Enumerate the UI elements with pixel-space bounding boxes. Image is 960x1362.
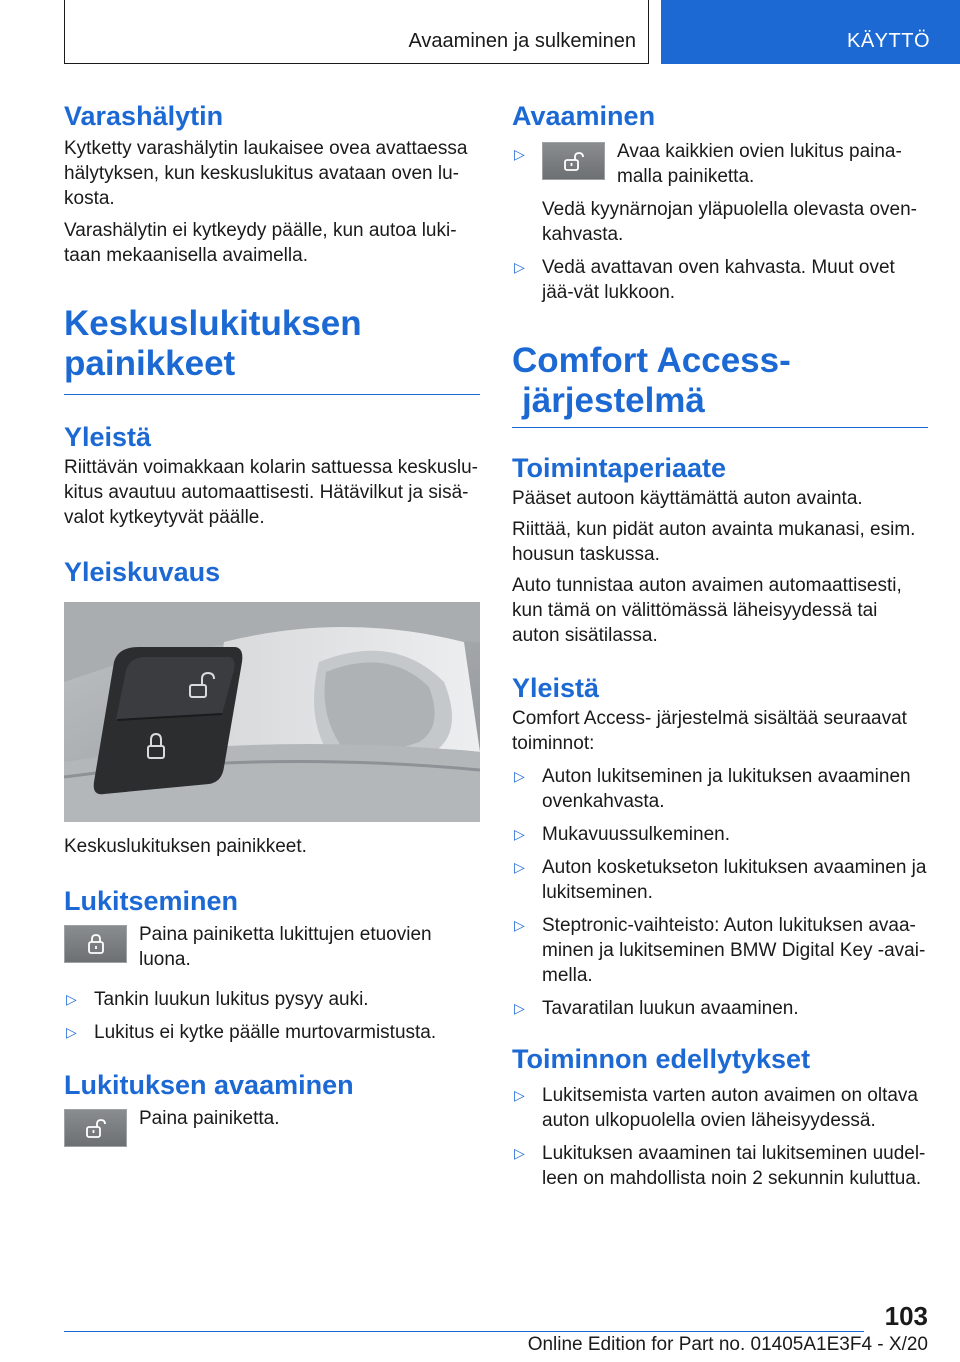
- opening-sub-text: Vedä kyynärnojan yläpuolella olevasta oven-kahvasta.: [542, 199, 917, 245]
- unlock-icon: [64, 1109, 127, 1147]
- unlock-button-row: [542, 142, 928, 189]
- comfort-general-text: Comfort Access- järjestelmä sisältää seuraavat toiminnot:: [512, 708, 907, 754]
- chapter-label: KÄYTTÖ: [846, 30, 930, 52]
- triangle-bullet-icon: ▷: [514, 826, 525, 842]
- photo-caption: Keskuslukituksen painikkeet.: [64, 836, 307, 857]
- triangle-bullet-icon: ▷: [514, 1087, 525, 1103]
- comfort-heading: Comfort Access- järjestelmä: [512, 341, 791, 420]
- lock-button-text: Paina painiketta lukittujen etuovien luona.: [139, 924, 432, 970]
- requirements-list: [512, 1083, 928, 1191]
- unlock-icon: [542, 142, 605, 180]
- page-number: 103: [884, 1301, 928, 1331]
- list-item: ▷ Vedä avattavan oven kahvasta. Muut ovet jää-vät lukkoon.: [514, 257, 895, 303]
- heading-rule: [512, 427, 928, 428]
- edition-text: Online Edition for Part no. 01405A1E3F4 - X/20: [527, 1334, 928, 1355]
- list-item: ▷ Auton lukitseminen ja lukituksen avaaminen ovenkahvasta.: [514, 766, 911, 812]
- list-item: ▷ Lukitsemista varten auton avaimen on oltava auton ulkopuolella ovien läheisyydessä.: [514, 1085, 918, 1131]
- alarm-heading: Varashälytin: [64, 101, 224, 131]
- principle-text-1: Pääset autoon käyttämättä auton avainta.: [512, 488, 863, 509]
- triangle-bullet-icon: ▷: [514, 917, 525, 933]
- list-item: ▷ Steptronic-vaihteisto: Auton lukituksen avaa-minen ja lukitseminen BMW Digital Key -avai-mella.: [514, 915, 926, 986]
- triangle-bullet-icon: ▷: [514, 146, 525, 162]
- list-item: ▷ Tavaratilan luukun avaaminen.: [514, 998, 799, 1019]
- list-item: [512, 142, 928, 247]
- opening-key-text: Avaa kaikkien ovien lukitus paina-malla painiketta.: [617, 141, 902, 187]
- list-item: ▷ Tankin luukun lukitus pysyy auki.: [66, 989, 369, 1010]
- list-item: ▷ Auton kosketukseton lukituksen avaaminen ja lukitseminen.: [514, 857, 927, 903]
- header-bar: [64, 0, 649, 64]
- functions-list: [512, 764, 928, 1021]
- locking-heading: Lukitseminen: [64, 886, 239, 916]
- list-item: ▷ Lukituksen avaaminen tai lukitseminen uudel-leen on mahdollista noin 2 sekunnin kuluttua.: [514, 1143, 926, 1189]
- opening-heading: Avaaminen: [512, 101, 656, 131]
- principle-text-2: Riittää, kun pidät auton avainta mukanasi, esim. housun taskussa.: [512, 519, 916, 565]
- central-lock-heading: Keskuslukituksen painikkeet: [64, 304, 362, 383]
- principle-text-3: Auto tunnistaa auton avaimen automaattisesti, kun tämä on välittömässä läheisyydessä tai auton sisätilassa.: [512, 575, 902, 646]
- triangle-bullet-icon: ▷: [66, 1024, 77, 1040]
- door-buttons-photo: [64, 602, 480, 822]
- principle-heading: Toimintaperiaate: [512, 453, 727, 483]
- requirements-heading: Toiminnon edellytykset: [512, 1044, 811, 1074]
- triangle-bullet-icon: ▷: [514, 859, 525, 875]
- lock-button-row: [64, 925, 480, 972]
- chapter-tab: [661, 0, 960, 64]
- footer-rule: [64, 1331, 864, 1332]
- lock-icon: [64, 925, 127, 963]
- locking-bullet-list: [64, 987, 480, 1045]
- alarm-paragraph-1: Kytketty varashälytin laukaisee ovea avattaessa hälytyksen, kun keskuslukitus avataan oven lu-kosta.: [64, 138, 468, 209]
- list-item: ▷ Lukitus ei kytke päälle murtovarmistusta.: [66, 1022, 437, 1043]
- left-column: [64, 100, 480, 1147]
- general-heading: Yleistä: [64, 422, 152, 452]
- overview-heading: Yleiskuvaus: [64, 557, 221, 587]
- triangle-bullet-icon: ▷: [514, 259, 525, 275]
- heading-rule: [64, 394, 480, 395]
- triangle-bullet-icon: ▷: [66, 991, 77, 1007]
- section-title: Avaaminen ja sulkeminen: [408, 30, 636, 52]
- unlocking-heading: Lukituksen avaaminen: [64, 1070, 354, 1100]
- general-text: Riittävän voimakkaan kolarin sattuessa keskuslu-kitus avautuu automaattisesti. Hätävilkut ja sisä-valot kytkeytyvät päälle.: [64, 457, 478, 528]
- triangle-bullet-icon: ▷: [514, 768, 525, 784]
- triangle-bullet-icon: ▷: [514, 1000, 525, 1016]
- triangle-bullet-icon: ▷: [514, 1145, 525, 1161]
- alarm-paragraph-2: Varashälytin ei kytkeydy päälle, kun autoa luki-taan mekaanisella avaimella.: [64, 220, 457, 266]
- list-item: ▷ Mukavuussulkeminen.: [514, 824, 730, 845]
- comfort-general-heading: Yleistä: [512, 673, 600, 703]
- unlock-button-text: Paina painiketta.: [139, 1108, 280, 1129]
- right-column: [512, 100, 928, 1191]
- unlock-button-row: [64, 1109, 480, 1147]
